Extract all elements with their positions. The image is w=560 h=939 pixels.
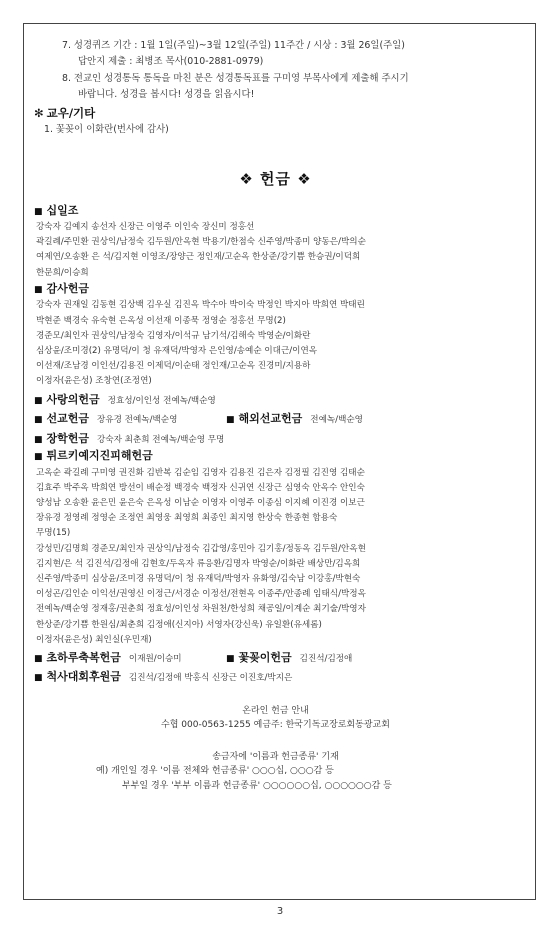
square-bullet-icon: ■ — [34, 653, 43, 664]
square-bullet-icon: ■ — [34, 452, 43, 463]
turkey-title: 튀르키예지진피해헌금 — [46, 449, 153, 463]
name-line: 전예녹/백순영 정재홍/권춘희 정효성/이인성 차원천/한성희 채공일/이계순 최기술/박영자 — [36, 604, 366, 615]
square-bullet-icon: ■ — [34, 206, 43, 217]
love-title: 사랑의헌금 — [46, 392, 100, 406]
turkey-names — [34, 466, 517, 648]
name-line: 강숙자 김예지 송선자 신장근 이영주 이인숙 장신미 정홍선 — [36, 222, 255, 232]
tithe-heading — [34, 203, 517, 221]
name-line: 강성민/김명희 경준모/최인자 권상익/남정숙 김갑영/홍민아 김기홍/정동옥 김두원/안옥현 — [36, 543, 366, 554]
square-bullet-icon: ■ — [226, 653, 235, 664]
name-line: 한문희/이승희 — [36, 267, 89, 278]
name-line: 김효주 박주옥 박희연 방선이 배순정 백경숙 백정자 신귀연 신장근 심영숙 안옥수 안인숙 — [36, 482, 365, 493]
thanks-title: 감사헌금 — [46, 281, 90, 295]
name-line: 경준모/최인자 권상익/남정숙 김영자/이석규 남기석/김해숙 박영순/이화란 — [36, 330, 311, 341]
sponsorship-title: 척사대회후원금 — [46, 670, 121, 684]
announcement-bible-reading-cont: 바랍니다. 성경을 봅시다! 성경을 읽읍시다! — [78, 88, 255, 100]
square-bullet-icon: ■ — [34, 284, 43, 295]
scholarship-row — [34, 429, 517, 449]
offering-title: ❖ 헌금 ❖ — [239, 169, 312, 188]
name-line: 이성곤/김인순 이익선/권영신 이정근/서경순 이정선/전현옥 이종주/안종례 임태식/박정옥 — [36, 589, 366, 600]
love-row — [34, 390, 517, 410]
name-line: 한상준/강기쁨 한원심/최춘희 김정애(신지아) 서영자(강신욱) 유일환(유세롬) — [36, 619, 322, 630]
online-giving-account: 수협 000-0563-1255 예금주: 한국기독교장로회동광교회 — [161, 720, 390, 731]
thanks-names — [34, 298, 517, 389]
name-line: 이정자(윤은성) 최인실(우민재) — [36, 634, 152, 645]
name-line: 심상윤/조미경(2) 유명덕/이 청 유재덕/박영자 은인영/송예순 이대근/이연옥 — [36, 345, 318, 356]
overseas-names: 전예녹/백순영 — [310, 415, 363, 426]
blessing-title: 초하루축복헌금 — [46, 650, 121, 664]
staff-flower-item: 1. 꽃꽂이 이화란(번사에 감사) — [44, 124, 169, 135]
flower-title: 꽃꽂이헌금 — [238, 650, 292, 664]
asterisk-icon: ✻ — [34, 106, 44, 120]
name-line: 이선재/조남경 이인선/김용진 이제덕/이순태 정인재/고순옥 진경미/지용하 — [36, 361, 311, 372]
page-number: 3 — [276, 906, 284, 917]
square-bullet-icon: ■ — [34, 434, 43, 445]
square-bullet-icon: ■ — [34, 395, 43, 406]
tithe-names — [34, 220, 517, 281]
name-line: 강숙자 권재일 김동현 김상백 김우실 김진옥 박수아 박이숙 박정인 박지아 박희연 박태린 — [36, 300, 365, 311]
thanks-heading — [34, 281, 517, 299]
online-note-example2: 부부일 경우 '부부 이름과 헌금종류' ○○○○○○십, ○○○○○○감 등 — [122, 780, 392, 791]
flower-names: 김진석/김정애 — [299, 653, 353, 664]
announcement-quiz: 7. 성경퀴즈 기간 : 1월 1일(주일)~3월 12일(주일) 11주간 / 시상 : 3월 26일(주일) — [62, 40, 405, 51]
staff-title: 교우/기타 — [46, 106, 96, 120]
name-line: 신주영/박종미 심상윤/조미경 유명덕/이 청 유재덕/박영자 유화영/김숙남 이강홍/박현숙 — [36, 573, 361, 584]
mission-names: 장유경 전예녹/백순영 — [97, 415, 178, 426]
mission-row — [34, 409, 517, 429]
bulletin-page — [23, 23, 536, 900]
name-line: 김지현/은 석 김진석/김정애 김현호/두옥자 류응환/김명자 박영순/이화란 배상만/김옥희 — [36, 558, 361, 569]
staff-section-heading — [34, 105, 517, 122]
scholarship-title: 장학헌금 — [46, 431, 90, 445]
online-giving-title: 온라인 헌금 안내 — [242, 705, 309, 716]
tithe-title: 십일조 — [46, 203, 79, 217]
square-bullet-icon: ■ — [34, 673, 43, 684]
announcement-quiz-contact: 답안지 제출 : 최병조 목사(010-2881-0979) — [78, 55, 264, 67]
blessing-row — [34, 648, 517, 668]
name-line: 양성남 오송환 윤은민 윤은숙 은옥성 이남순 이영자 이영주 이종심 이지혜 이진경 이보근 — [36, 497, 365, 508]
name-line: 장유경 정영례 정영순 조정연 최영웅 최영희 최종인 최지영 한상숙 한종현 함용숙 — [36, 513, 338, 524]
square-bullet-icon: ■ — [34, 415, 43, 426]
name-line: 여제연/오송환 은 석/김지현 이영조/장양근 정인재/고순옥 한상준/강기쁨 한승권/이덕희 — [36, 252, 361, 263]
announcement-bible-reading: 8. 전교인 성경통독 통독을 마친 분은 성경통독표를 구미영 부목사에게 제출해 주시기 — [62, 73, 409, 84]
name-line: 고옥순 곽길례 구미영 권진화 김반복 김순임 김영자 김용진 김은자 김정필 김진영 김태순 — [36, 467, 365, 478]
sponsorship-row — [34, 667, 517, 687]
scholarship-names: 강숙자 최춘희 전예녹/백순영 무명 — [97, 434, 225, 445]
name-line: 무명(15) — [36, 528, 71, 539]
online-note-title: 송금자에 '이름과 헌금종류' 기재 — [212, 751, 339, 762]
sponsorship-names: 김진석/김정애 박홍식 신장근 이진호/박지은 — [128, 673, 293, 684]
turkey-heading — [34, 448, 517, 466]
blessing-names: 이재원/이승미 — [128, 653, 182, 664]
square-bullet-icon: ■ — [226, 415, 235, 426]
name-line: 곽길례/주민환 권상익/남정숙 김두원/안옥현 박용기/한점숙 신주영/박종미 양동은/박의순 — [36, 237, 366, 248]
online-note-example1: 예) 개인일 경우 '이름 전체와 헌금종류' ○○○십, ○○○감 등 — [96, 766, 334, 777]
name-line: 박현준 백경숙 유숙현 은옥성 이선재 이종묵 정영순 정홍선 무명(2) — [36, 315, 286, 326]
mission-title: 선교헌금 — [46, 412, 90, 426]
love-names: 정효성/이인성 전예녹/백순영 — [107, 395, 216, 406]
overseas-title: 해외선교헌금 — [238, 412, 303, 426]
name-line: 이정자(윤은성) 조창연(조정연) — [36, 376, 152, 387]
